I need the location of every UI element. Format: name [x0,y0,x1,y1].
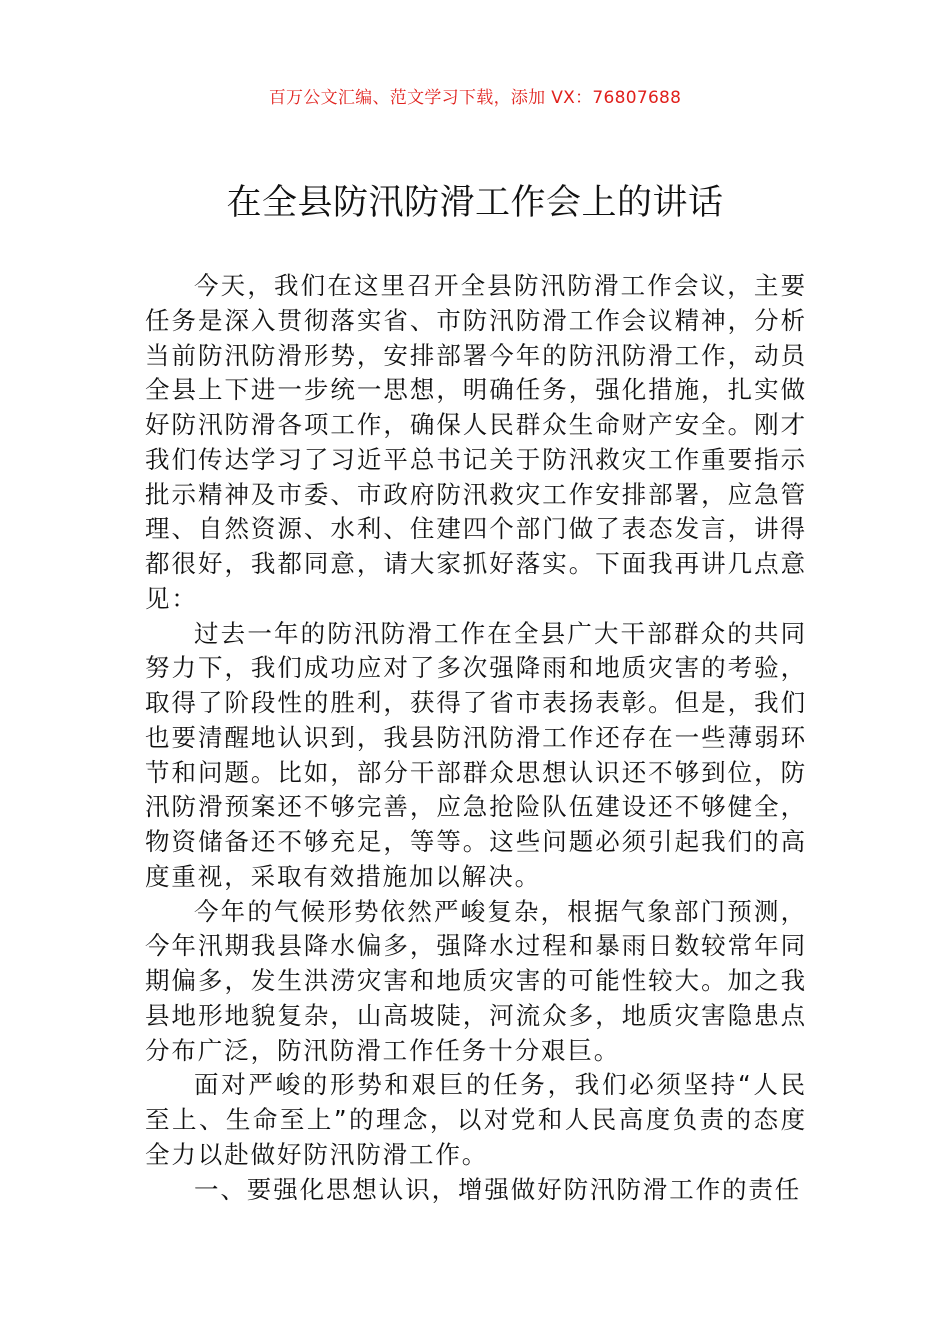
document-body [145,269,807,1207]
paragraph-climate-situation: 今年的气候形势依然严峻复杂，根据气象部门预测，今年汛期我县降水偏多，强降水过程和暴雨日数较常年同期偏多，发生洪涝灾害和地质灾害的可能性较大。加之我县地形地貌复杂，山高坡陡，河流众多，地质灾害隐患点分布广泛，防汛防滑工作任务十分艰巨。 [145,896,807,1065]
section-heading-one: 一、要强化思想认识，增强做好防汛防滑工作的责任 [194,1174,802,1204]
document-title: 在全县防汛防滑工作会上的讲话 [226,183,724,223]
watermark-header-note: 百万公文汇编、范文学习下载，添加 VX：76807688 [268,88,682,108]
paragraph-opening: 今天，我们在这里召开全县防汛防滑工作会议，主要任务是深入贯彻落实省、市防汛防滑工作会议精神，分析当前防汛防滑形势，安排部署今年的防汛防滑工作，动员全县上下进一步统一思想，明确任务，强化措施，扎实做好防汛防滑各项工作，确保人民群众生命财产安全。刚才我们传达学习了习近平总书记关于防汛救灾工作重要指示批示精神及市委、市政府防汛救灾工作安排部署，应急管理、自然资源、水利、住建四个部门做了表态发言，讲得都很好，我都同意，请大家抓好落实。下面我再讲几点意见： [145,271,807,613]
paragraph-commitment: 面对严峻的形势和艰巨的任务，我们必须坚持“人民至上、生命至上”的理念，以对党和人民高度负责的态度全力以赴做好防汛防滑工作。 [145,1070,807,1169]
paragraph-past-year-review: 过去一年的防汛防滑工作在全县广大干部群众的共同努力下，我们成功应对了多次强降雨和地质灾害的考验，取得了阶段性的胜利，获得了省市表扬表彰。但是，我们也要清醒地认识到，我县防汛防滑工作还存在一些薄弱环节和问题。比如，部分干部群众思想认识还不够到位，防汛防滑预案还不够完善，应急抢险队伍建设还不够健全，物资储备还不够充足，等等。这些问题必须引起我们的高度重视，采取有效措施加以解决。 [145,618,807,891]
